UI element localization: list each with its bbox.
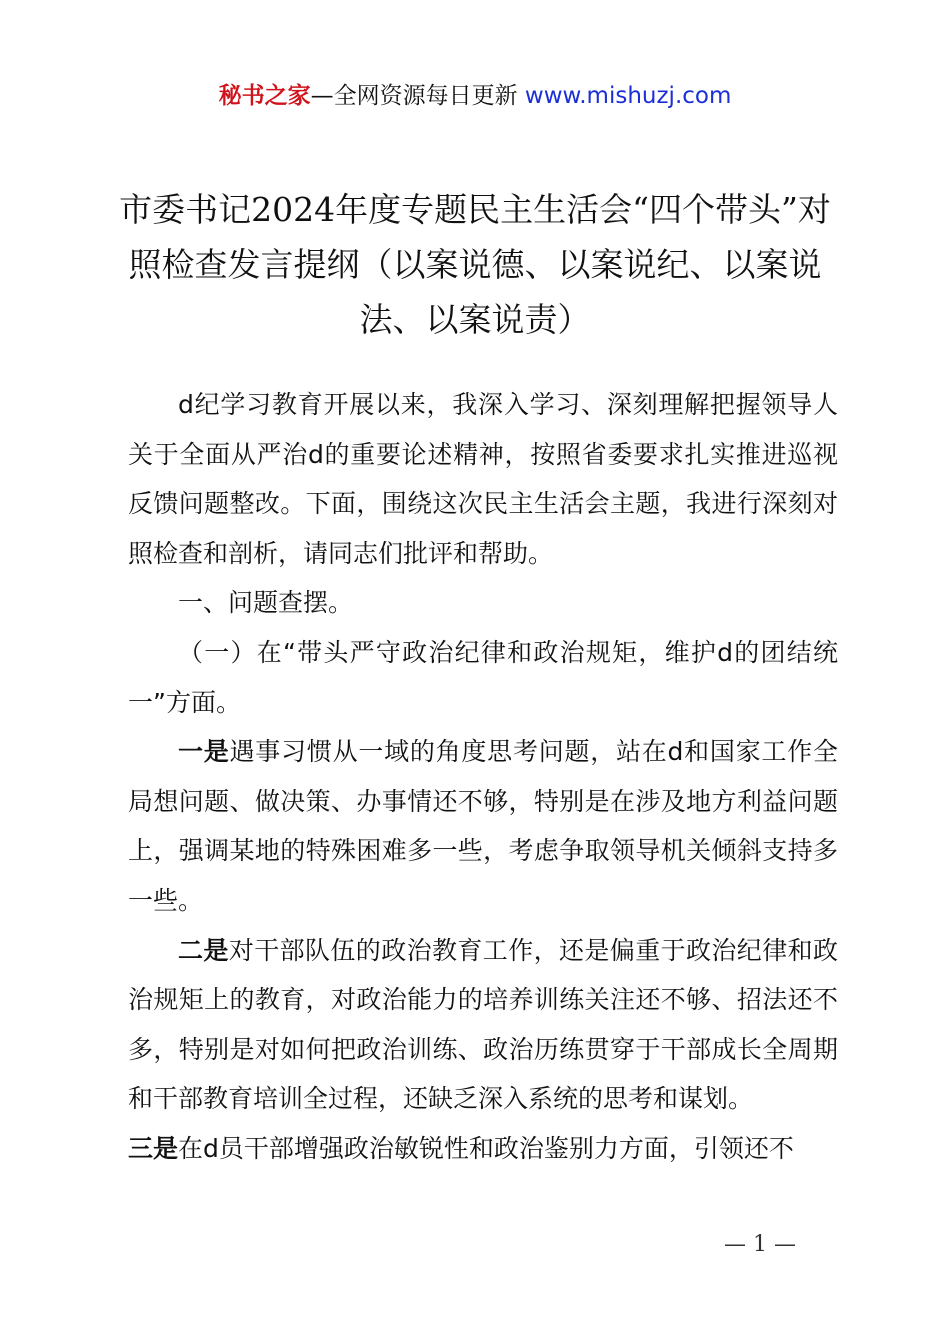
site-header xyxy=(0,80,950,112)
subsection-heading: （一）在“带头严守政治纪律和政治规矩，维护d的团结统一”方面。 xyxy=(128,637,838,717)
item-paragraph-2 xyxy=(128,926,838,1124)
site-url-link[interactable]: www.mishuzj.com xyxy=(524,83,732,109)
page-number: — 1 — xyxy=(724,1232,796,1257)
site-tagline: —全网资源每日更新 xyxy=(310,83,525,109)
item-text-3: 在d员干部增强政治敏锐性和政治鉴别力方面，引领还不 xyxy=(178,1133,794,1163)
item-text-2: 对干部队伍的政治教育工作，还是偏重于政治纪律和政治规矩上的教育，对政治能力的培养训练关注还不够、招法还不多，特别是对如何把政治训练、政治历练贯穿于干部成长全周期和干部教育培训全过程，还缺乏深入系统的思考和谋划。 xyxy=(128,935,838,1114)
site-brand: 秘书之家 xyxy=(218,83,311,109)
item-paragraph-3 xyxy=(128,1124,838,1174)
item-lead-3: 三是 xyxy=(128,1133,179,1163)
intro-paragraph: d纪学习教育开展以来，我深入学习、深刻理解把握领导人关于全面从严治d的重要论述精神，按照省委要求扎实推进巡视反馈问题整改。下面，围绕这次民主生活会主题，我进行深刻对照检查和剖析，请同志们批评和帮助。 xyxy=(128,390,838,568)
section-heading: 一、问题查摆。 xyxy=(178,588,354,618)
item-lead-1: 一是 xyxy=(178,737,230,767)
document-body xyxy=(128,380,838,1174)
item-paragraph-1 xyxy=(128,727,838,925)
document-title: 市委书记2024年度专题民主生活会“四个带头”对照检查发言提纲（以案说德、以案说纪、以案说法、以案说责） xyxy=(119,190,831,339)
item-text-1: 遇事习惯从一域的角度思考问题，站在d和国家工作全局想问题、做决策、办事情还不够，特别是在涉及地方利益问题上，强调某地的特殊困难多一些，考虑争取领导机关倾斜支持多一些。 xyxy=(128,737,838,915)
item-lead-2: 二是 xyxy=(178,935,229,965)
